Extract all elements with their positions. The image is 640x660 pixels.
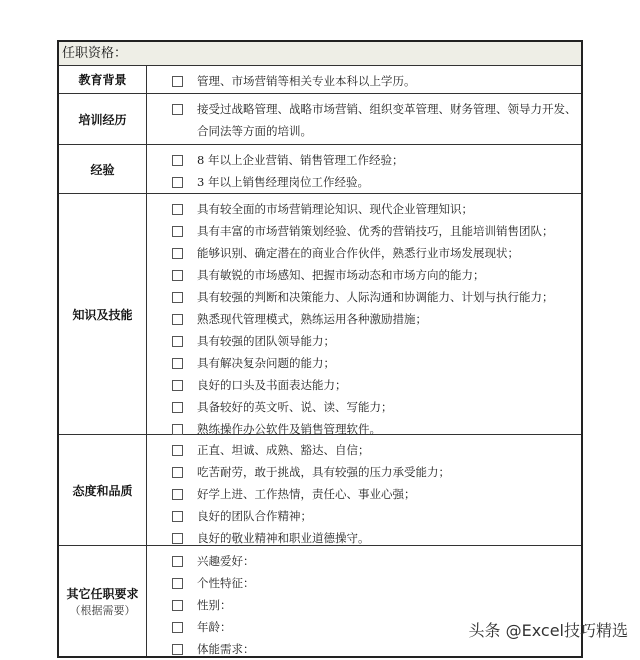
item-text: 管理、市场营销等相关专业本科以上学历。	[197, 74, 416, 88]
table-row	[59, 435, 581, 546]
row-items	[147, 194, 581, 434]
table-title: 任职资格：	[59, 42, 581, 66]
item-text: 性别：	[197, 598, 232, 612]
checkbox-icon[interactable]	[172, 292, 183, 303]
list-item	[147, 198, 581, 220]
table-row	[59, 194, 581, 435]
qualifications-table	[57, 40, 583, 658]
row-sublabel: （根据需要）	[69, 603, 136, 617]
row-label-text: 其它任职要求	[66, 586, 139, 601]
item-text: 个性特征：	[197, 576, 255, 590]
item-text: 具有丰富的市场营销策划经验、优秀的营销技巧，且能培训销售团队；	[197, 224, 554, 238]
checkbox-icon[interactable]	[172, 314, 183, 325]
checkbox-icon[interactable]	[172, 270, 183, 281]
row-label-text: 态度和品质	[72, 483, 133, 498]
checkbox-icon[interactable]	[172, 578, 183, 589]
item-text: 接受过战略管理、战略市场营销、组织变革管理、财务管理、领导力开发、合同法等方面的培训。	[197, 102, 577, 138]
row-label-text: 知识及技能	[72, 307, 133, 322]
checkbox-icon[interactable]	[172, 622, 183, 633]
row-label	[59, 145, 147, 193]
table-row	[59, 94, 581, 145]
item-text: 具有敏锐的市场感知、把握市场动态和市场方向的能力；	[197, 268, 485, 282]
item-text: 良好的口头及书面表达能力；	[197, 378, 347, 392]
row-label-text: 经验	[90, 162, 115, 177]
list-item	[147, 638, 581, 660]
checkbox-icon[interactable]	[172, 380, 183, 391]
checkbox-icon[interactable]	[172, 155, 183, 166]
item-text: 年龄：	[197, 620, 232, 634]
list-item	[147, 308, 581, 330]
item-text: 具有解决复杂问题的能力；	[197, 356, 335, 370]
checkbox-icon[interactable]	[172, 226, 183, 237]
list-item	[147, 396, 581, 418]
list-item	[147, 594, 581, 616]
list-item	[147, 572, 581, 594]
list-item	[147, 242, 581, 264]
row-label	[59, 194, 147, 434]
row-items	[147, 435, 581, 545]
checkbox-icon[interactable]	[172, 445, 183, 456]
checkbox-icon[interactable]	[172, 467, 183, 478]
list-item	[147, 286, 581, 308]
list-item	[147, 149, 581, 171]
row-items	[147, 94, 581, 144]
checkbox-icon[interactable]	[172, 76, 183, 87]
item-text: 3 年以上销售经理岗位工作经验。	[197, 175, 369, 189]
checkbox-icon[interactable]	[172, 600, 183, 611]
list-item	[147, 461, 581, 483]
item-text: 能够识别、确定潜在的商业合作伙伴，熟悉行业市场发展现状；	[197, 246, 519, 260]
watermark: 头条 @Excel技巧精选	[468, 621, 628, 640]
list-item	[147, 505, 581, 527]
list-item	[147, 330, 581, 352]
list-item	[147, 220, 581, 242]
item-text: 具有较强的判断和决策能力、人际沟通和协调能力、计划与执行能力；	[197, 290, 554, 304]
list-item	[147, 550, 581, 572]
item-text: 吃苦耐劳，敢于挑战，具有较强的压力承受能力；	[197, 465, 450, 479]
row-label	[59, 435, 147, 545]
item-text: 熟练操作办公软件及销售管理软件。	[197, 422, 381, 436]
row-items	[147, 66, 581, 93]
row-label-text: 培训经历	[78, 112, 127, 127]
item-text: 具有较强的团队领导能力；	[197, 334, 335, 348]
row-label	[59, 66, 147, 93]
item-text: 良好的敬业精神和职业道德操守。	[197, 531, 370, 545]
item-text: 好学上进、工作热情，责任心、事业心强；	[197, 487, 416, 501]
checkbox-icon[interactable]	[172, 489, 183, 500]
row-label	[59, 546, 147, 656]
item-text: 具备较好的英文听、说、读、写能力；	[197, 400, 393, 414]
item-text: 正直、坦诚、成熟、豁达、自信；	[197, 443, 370, 457]
item-text: 8 年以上企业营销、销售管理工作经验；	[197, 153, 404, 167]
checkbox-icon[interactable]	[172, 336, 183, 347]
row-label-text: 教育背景	[78, 73, 127, 87]
list-item	[147, 439, 581, 461]
list-item	[147, 483, 581, 505]
list-item	[147, 264, 581, 286]
item-text: 体能需求：	[197, 642, 255, 656]
item-text: 良好的团队合作精神；	[197, 509, 312, 523]
checkbox-icon[interactable]	[172, 424, 183, 435]
list-item	[147, 70, 581, 92]
checkbox-icon[interactable]	[172, 533, 183, 544]
item-text: 兴趣爱好：	[197, 554, 255, 568]
row-items	[147, 145, 581, 193]
checkbox-icon[interactable]	[172, 358, 183, 369]
checkbox-icon[interactable]	[172, 248, 183, 259]
row-label	[59, 94, 147, 144]
item-text: 具有较全面的市场营销理论知识、现代企业管理知识；	[197, 202, 473, 216]
checkbox-icon[interactable]	[172, 556, 183, 567]
checkbox-icon[interactable]	[172, 177, 183, 188]
list-item	[147, 98, 581, 142]
list-item	[147, 374, 581, 396]
item-text: 熟悉现代管理模式，熟练运用各种激励措施；	[197, 312, 427, 326]
checkbox-icon[interactable]	[172, 104, 183, 115]
list-item	[147, 352, 581, 374]
table-row	[59, 66, 581, 94]
table-row	[59, 145, 581, 194]
checkbox-icon[interactable]	[172, 204, 183, 215]
checkbox-icon[interactable]	[172, 511, 183, 522]
checkbox-icon[interactable]	[172, 402, 183, 413]
list-item	[147, 171, 581, 193]
checkbox-icon[interactable]	[172, 644, 183, 655]
